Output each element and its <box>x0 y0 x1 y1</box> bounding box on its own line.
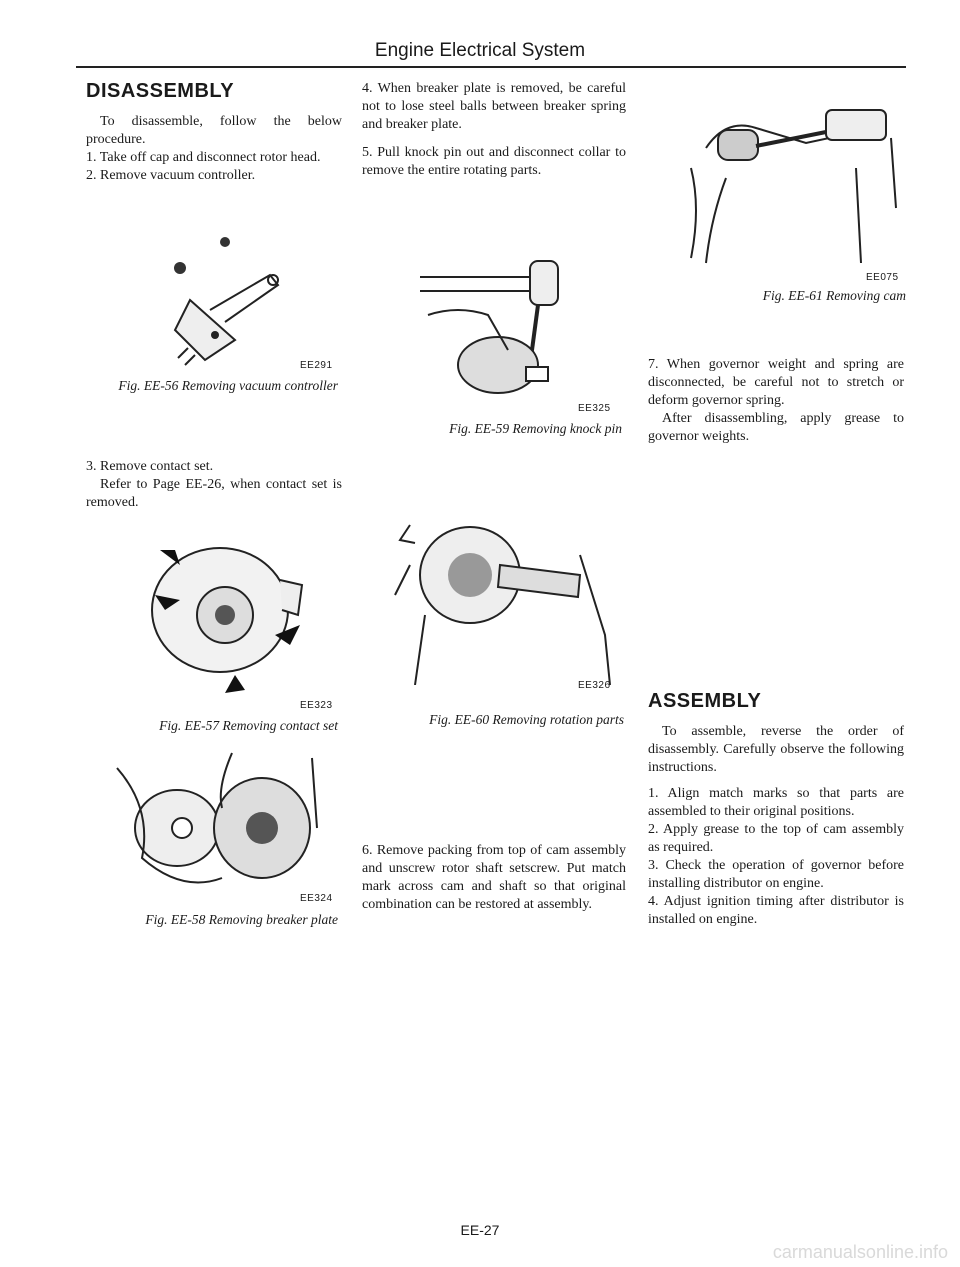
assembly-heading: ASSEMBLY <box>648 690 762 712</box>
assembly-item-4: 4. Adjust ignition timing after distributor is installed on engine. <box>648 894 904 927</box>
knock-pin-illustration <box>418 255 568 415</box>
fig-ee60-code: EE326 <box>578 680 611 691</box>
column-right-step7 <box>648 356 904 446</box>
fig-ee60-caption: Fig. EE-60 Removing rotation parts <box>429 712 624 727</box>
fig-ee57-code: EE323 <box>300 700 333 711</box>
step-4: 4. When breaker plate is removed, be careful not to lose steel balls between breaker spring and breaker plate. <box>362 81 626 132</box>
fig-ee58-caption: Fig. EE-58 Removing breaker plate <box>145 912 338 927</box>
assembly-item-2: 2. Apply grease to the top of cam assembly as required. <box>648 822 904 855</box>
step-2: 2. Remove vacuum controller. <box>86 168 256 183</box>
step-3: 3. Remove contact set. <box>86 459 214 474</box>
page-header: Engine Electrical System <box>374 40 586 61</box>
step-1: 1. Take off cap and disconnect rotor head. <box>86 150 321 165</box>
column-middle-step6 <box>362 842 626 914</box>
fig-ee58-code: EE324 <box>300 893 333 904</box>
fig-ee59-caption: Fig. EE-59 Removing knock pin <box>449 421 622 436</box>
breaker-plate-illustration <box>112 748 332 898</box>
assembly-section <box>648 690 904 929</box>
header-rule <box>76 66 906 68</box>
column-left <box>86 80 342 185</box>
step-3-note: Refer to Page EE-26, when contact set is removed. <box>86 477 342 510</box>
step-6: 6. Remove packing from top of cam assembly and unscrew rotor shaft setscrew. Put match mark across cam and shaft so that original combination can be restored at assembly. <box>362 843 626 912</box>
cam-removal-illustration <box>686 88 906 268</box>
disassembly-intro: To disassemble, follow the below procedure. <box>86 114 342 147</box>
column-middle <box>362 80 626 180</box>
disassembly-heading: DISASSEMBLY <box>86 80 235 102</box>
fig-ee59-code: EE325 <box>578 403 611 414</box>
watermark: carmanualsonline.info <box>772 1242 948 1262</box>
fig-ee61-code: EE075 <box>866 272 899 283</box>
vacuum-controller-illustration <box>150 230 290 370</box>
step-7-note: After disassembling, apply grease to governor weights. <box>648 411 904 444</box>
fig-ee61-caption: Fig. EE-61 Removing cam <box>762 288 906 303</box>
fig-ee57-caption: Fig. EE-57 Removing contact set <box>159 718 338 733</box>
page-number: EE-27 <box>460 1222 500 1238</box>
rotation-parts-illustration <box>390 505 620 685</box>
step-5: 5. Pull knock pin out and disconnect collar to remove the entire rotating parts. <box>362 145 626 178</box>
column-left-step3 <box>86 458 342 512</box>
assembly-item-3: 3. Check the operation of governor before installing distributor on engine. <box>648 858 904 891</box>
fig-ee56-caption: Fig. EE-56 Removing vacuum controller <box>118 378 338 393</box>
assembly-item-1: 1. Align match marks so that parts are assembled to their original positions. <box>648 786 904 819</box>
fig-ee56-code: EE291 <box>300 360 333 371</box>
step-7: 7. When governor weight and spring are disconnected, be careful not to stretch or deform governor spring. <box>648 357 904 408</box>
assembly-intro: To assemble, reverse the order of disassembly. Carefully observe the following instructions. <box>648 724 904 775</box>
contact-set-illustration <box>140 525 310 695</box>
